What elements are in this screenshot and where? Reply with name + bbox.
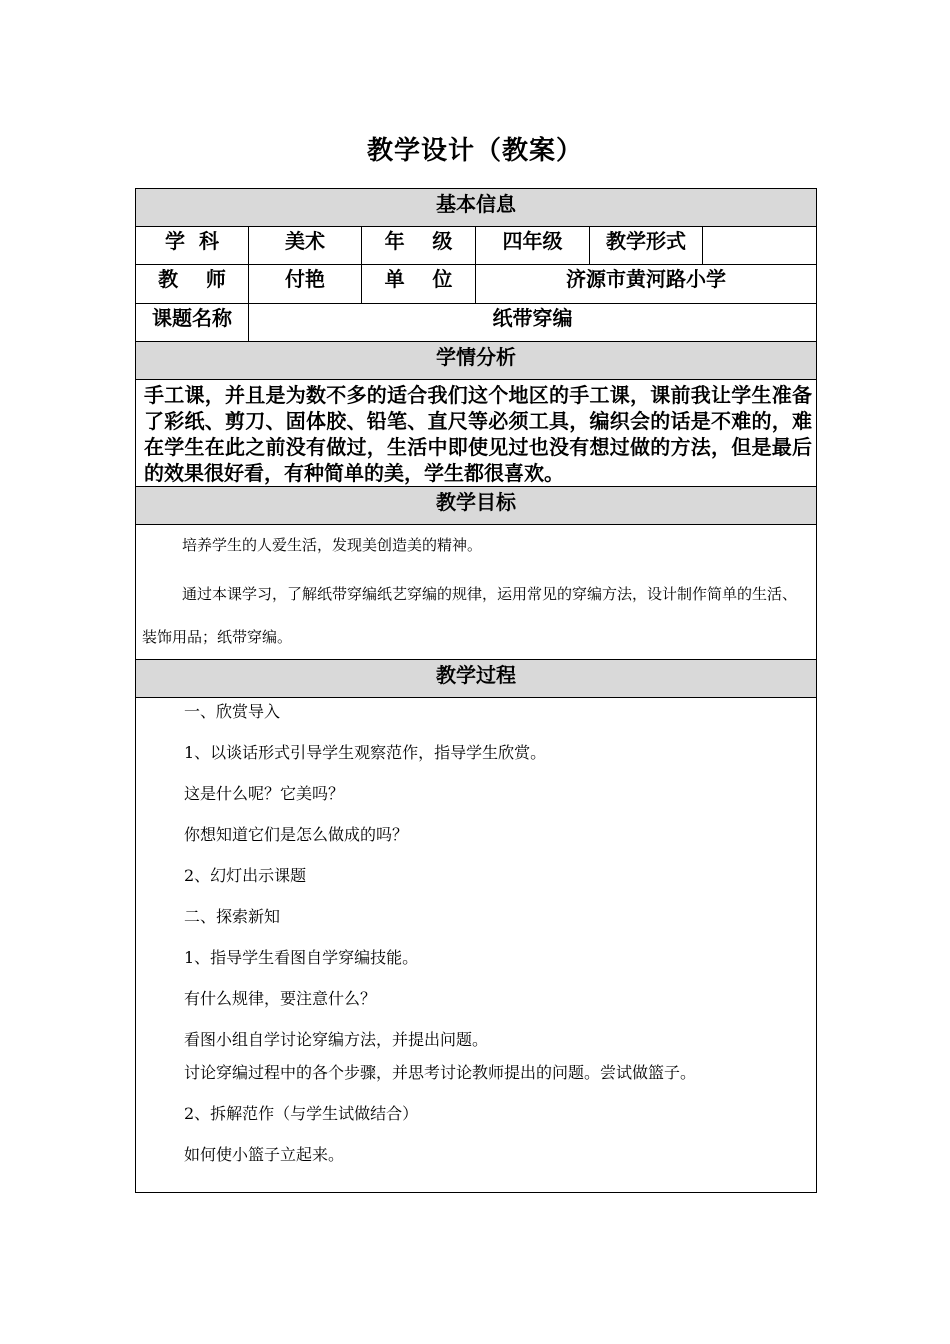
- topic-value: 纸带穿编: [249, 304, 817, 342]
- section-header-process: 教学过程: [136, 660, 817, 698]
- process-line: 讨论穿编过程中的各个步骤，并思考讨论教师提出的问题。尝试做篮子。: [184, 1063, 697, 1082]
- process-line: 1、指导学生看图自学穿编技能。: [184, 948, 419, 967]
- section-header-basic-info: 基本信息: [136, 189, 817, 227]
- process-line: 2、幻灯出示课题: [184, 866, 307, 885]
- process-line: 一、欣赏导入: [184, 702, 281, 721]
- lesson-plan-table: [135, 188, 817, 1193]
- unit-label: 单 位: [362, 265, 476, 304]
- process-line: 你想知道它们是怎么做成的吗？: [184, 825, 409, 844]
- process-line: 2、拆解范作（与学生试做结合）: [184, 1104, 419, 1123]
- process-line: 这是什么呢？它美吗？: [184, 784, 345, 803]
- goal-item: 通过本课学习，了解纸带穿编纸艺穿编的规律，运用常见的穿编方法，设计制作简单的生活、装饰用品；纸带穿编。: [142, 585, 798, 646]
- process-line: 看图小组自学讨论穿编方法，并提出问题。: [184, 1030, 489, 1049]
- subject-value: 美术: [249, 227, 362, 265]
- process-line: 有什么规律，要注意什么？: [184, 989, 377, 1008]
- section-header-goals: 教学目标: [136, 487, 817, 525]
- teaching-form-label: 教学形式: [590, 227, 703, 265]
- grade-label: 年 级: [362, 227, 476, 265]
- process-line: 如何使小篮子立起来。: [184, 1145, 345, 1164]
- teacher-label: 教 师: [136, 265, 249, 304]
- process-line: 二、探索新知: [184, 907, 281, 926]
- analysis-text: 手工课，并且是为数不多的适合我们这个地区的手工课，课前我让学生准备了彩纸、剪刀、固体胶、铅笔、直尺等必须工具，编织会的话是不难的，难在学生在此之前没有做过，生活中即使见过也没有想过做的方法，但是最后的效果很好看，有种简单的美，学生都很喜欢。: [136, 380, 817, 487]
- topic-label: 课题名称: [136, 304, 249, 342]
- unit-value: 济源市黄河路小学: [476, 265, 817, 304]
- teacher-value: 付艳: [249, 265, 362, 304]
- goal-item: 培养学生的人爱生活，发现美创造美的精神。: [182, 536, 483, 554]
- grade-value: 四年级: [476, 227, 590, 265]
- subject-label: 学 科: [136, 227, 249, 265]
- page-title: 教学设计（教案）: [366, 136, 583, 166]
- teaching-form-value: [703, 227, 817, 265]
- section-header-analysis: 学情分析: [136, 342, 817, 380]
- goals-body: [136, 525, 817, 660]
- process-body: [136, 698, 817, 1193]
- process-line: 1、以谈话形式引导学生观察范作，指导学生欣赏。: [184, 743, 547, 762]
